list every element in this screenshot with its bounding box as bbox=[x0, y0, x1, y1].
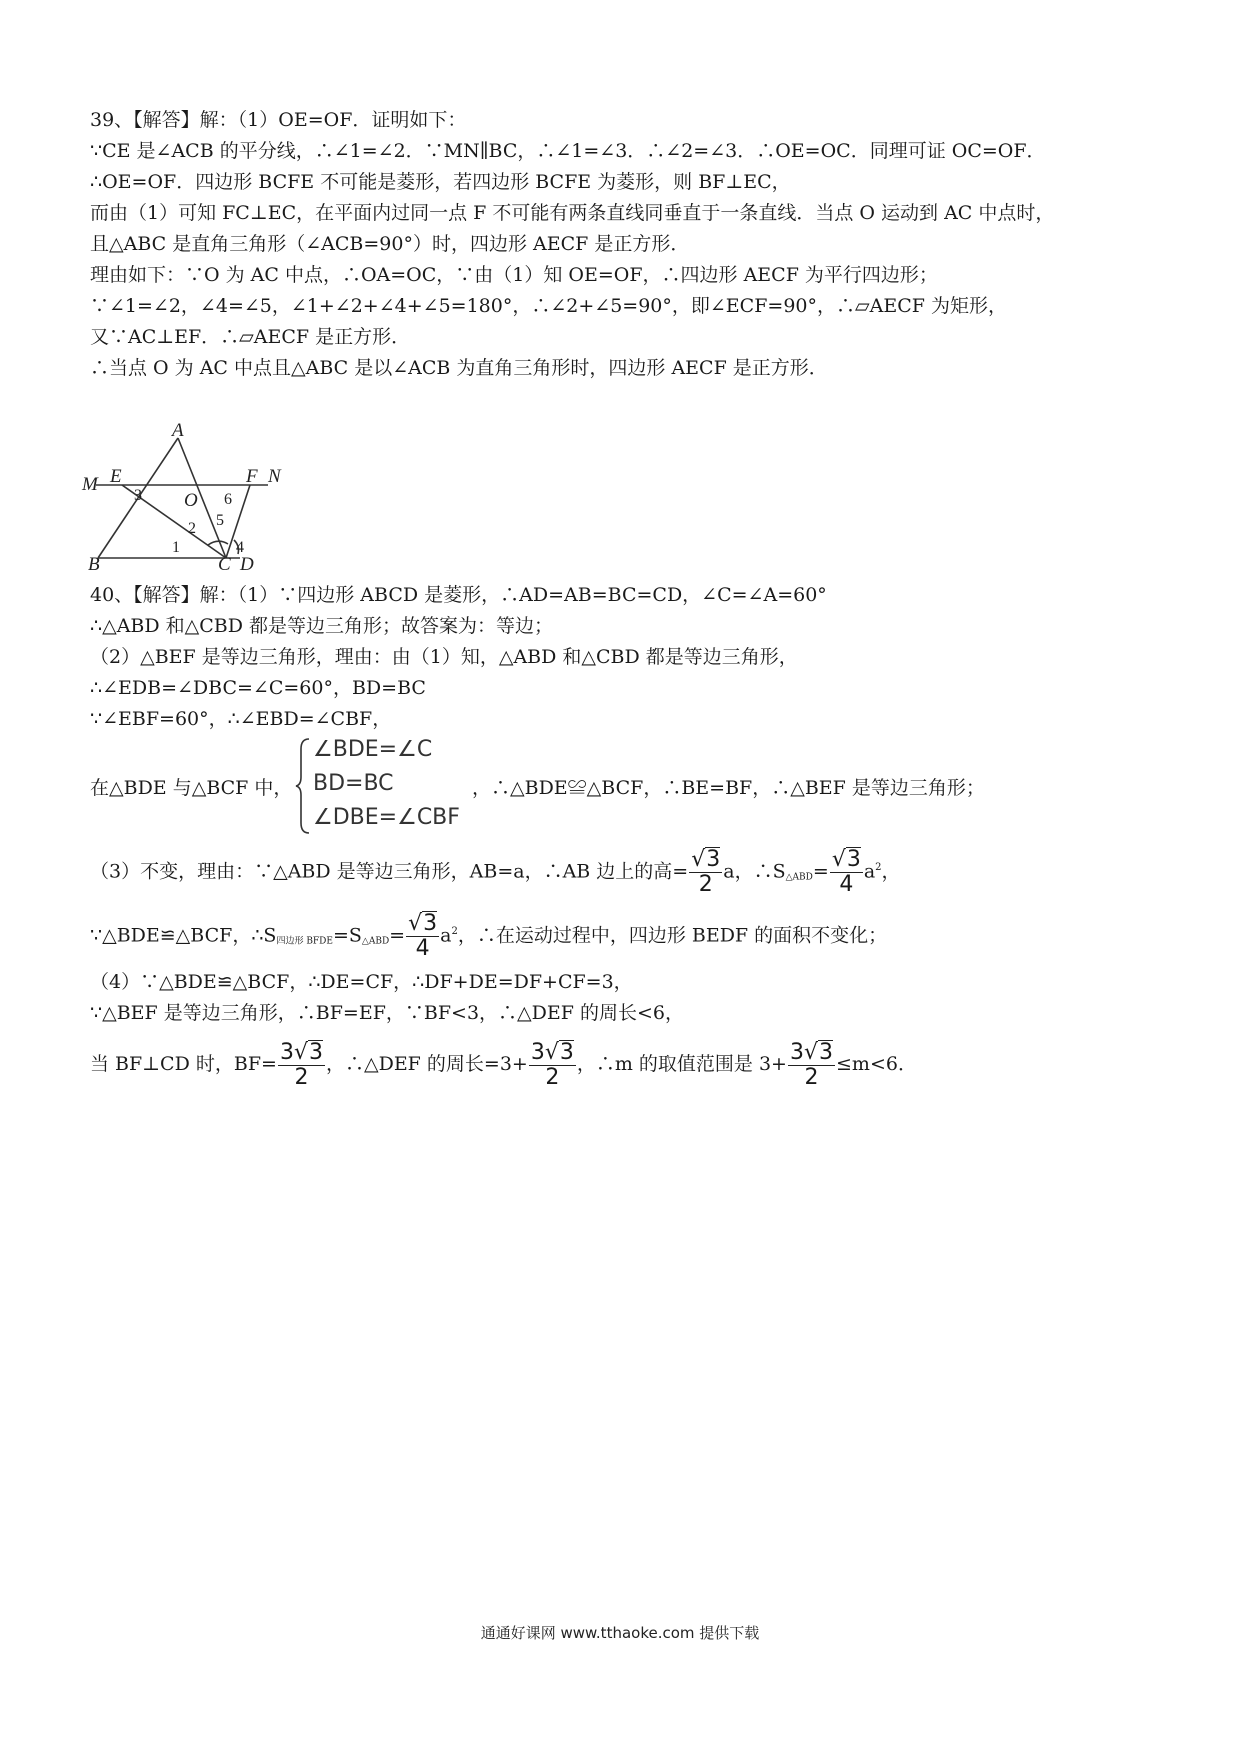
fraction-sqrt3-over-4: $\frac{√3}{4}$ bbox=[831, 847, 861, 898]
q39-line-5: 且△ABC 是直角三角形（∠ACB=90°）时，四边形 AECF 是正方形． bbox=[90, 233, 690, 255]
q40-line-5: ∵∠EBF=60°，∴∠EBD=∠CBF， bbox=[90, 708, 392, 730]
q39-line-3: ∴OE=OF．四边形 BCFE 不可能是菱形，若四边形 BCFE 为菱形，则 BF⊥EC， bbox=[90, 171, 791, 193]
label-O: O bbox=[184, 490, 198, 511]
label-D: D bbox=[240, 554, 254, 575]
fraction-3sqrt3-over-2-b: $\frac{3√3}{2}$ bbox=[530, 1040, 574, 1090]
label-M: M bbox=[82, 474, 98, 495]
fraction-3sqrt3-over-2-c: $\frac{3√3}{2}$ bbox=[789, 1040, 834, 1090]
angle-5: 5 bbox=[216, 512, 224, 529]
q40-line-1: 40、【解答】解：（1）∵四边形 ABCD 是菱形，∴AD=AB=BC=CD，∠C=∠A=60° bbox=[90, 584, 827, 606]
q39-line-1: 39、【解答】解：（1）OE=OF．证明如下： bbox=[90, 109, 467, 131]
geometry-figure bbox=[82, 420, 308, 575]
system-eq-3: ∠DBE=∠CBF bbox=[313, 805, 460, 830]
q40-final-line: 当 BF⊥CD 时，BF= $\frac{3√3}{2}$ ，∴△DEF 的周长=3+ $\frac{3√3}{2}$ ，∴m 的取值范围是 3+ $\frac{3√3}{2}$ ≤m<6． bbox=[90, 1040, 917, 1090]
label-E: E bbox=[110, 466, 122, 487]
q40-part4-line-2: ∵△BEF 是等边三角形，∴BF=EF，∵BF<3，∴△DEF 的周长<6， bbox=[90, 1002, 684, 1024]
q39-line-7: ∵∠1=∠2，∠4=∠5，∠1+∠2+∠4+∠5=180°，∴∠2+∠5=90°，即∠ECF=90°，∴▱AECF 为矩形， bbox=[90, 295, 1007, 317]
label-F: F bbox=[246, 466, 258, 487]
angle-3: 3 bbox=[134, 487, 142, 504]
system-eq-1: ∠BDE=∠C bbox=[313, 737, 433, 762]
q39-line-6: 理由如下：∵O 为 AC 中点，∴OA=OC，∵由（1）知 OE=OF，∴四边形 AECF 为平行四边形； bbox=[90, 264, 938, 286]
fraction-sqrt3-over-2: $\frac{√3}{2}$ bbox=[691, 847, 721, 898]
label-N: N bbox=[268, 466, 281, 487]
angle-4: 4 bbox=[236, 539, 244, 556]
angle-1: 1 bbox=[172, 539, 180, 556]
fraction-sqrt3-over-4-b: $\frac{√3}{4}$ bbox=[408, 911, 438, 962]
fraction-3sqrt3-over-2-a: $\frac{3√3}{2}$ bbox=[279, 1040, 323, 1090]
angle-6: 6 bbox=[224, 491, 232, 508]
q40-line-3: （2）△BEF 是等边三角形，理由：由（1）知，△ABD 和△CBD 都是等边三角形， bbox=[90, 646, 798, 668]
label-A: A bbox=[172, 420, 184, 441]
system-suffix: ，∴△BDE≌△BCF，∴BE=BF，∴△BEF 是等边三角形； bbox=[472, 777, 985, 799]
page-footer: 通通好课网 www.tthaoke.com 提供下载 bbox=[480, 1624, 760, 1642]
q40-area-line: ∵△BDE≌△BCF，$\therefore S_{四边形 BFDE}=S_{\triangle ABD}=$ $\frac{√3}{4}$ $a^2$，∴在运动过程中，四边形 BEDF 的面积不变化； bbox=[90, 911, 888, 962]
q40-line-4: ∴∠EDB=∠DBC=∠C=60°，BD=BC bbox=[90, 677, 426, 699]
q39-line-4: 而由（1）可知 FC⊥EC，在平面内过同一点 F 不可能有两条直线同垂直于一条直线．当点 O 运动到 AC 中点时， bbox=[90, 202, 1055, 224]
q39-line-9: ∴当点 O 为 AC 中点且△ABC 是以∠ACB 为直角三角形时，四边形 AECF 是正方形． bbox=[90, 357, 828, 379]
label-B: B bbox=[88, 554, 100, 575]
q39-line-2: ∵CE 是∠ACB 的平分线，∴∠1=∠2．∵MN∥BC，∴∠1=∠3．∴∠2=∠3．∴OE=OC．同理可证 OC=OF． bbox=[90, 140, 1046, 162]
part3-text-a: （3）不变，理由：∵△ABD 是等边三角形，AB=a，∴AB 边上的高= bbox=[90, 860, 689, 883]
angle-2: 2 bbox=[188, 520, 196, 537]
brace-icon bbox=[295, 737, 311, 835]
label-C: C bbox=[218, 554, 231, 575]
q40-line-2: ∴△ABD 和△CBD 都是等边三角形；故答案为：等边； bbox=[90, 615, 554, 637]
q40-part4-line-1: （4）∵△BDE≌△BCF，∴DE=CF，∴DF+DE=DF+CF=3， bbox=[90, 971, 633, 993]
q39-line-8: 又∵AC⊥EF．∴▱AECF 是正方形． bbox=[90, 326, 411, 348]
angle-arc-c bbox=[208, 541, 228, 545]
q40-part3-line: （3）不变，理由：∵△ABD 是等边三角形，AB=a，∴AB 边上的高= $\frac{√3}{2}$ a，$\therefore S_{\triangle ABD}=$ $\frac{√3}{4}$ $a^2$， bbox=[90, 847, 901, 898]
part3-text-b: a，∴S bbox=[723, 860, 786, 883]
system-eq-2: BD=BC bbox=[313, 771, 394, 796]
system-prefix: 在△BDE 与△BCF 中， bbox=[90, 777, 293, 799]
